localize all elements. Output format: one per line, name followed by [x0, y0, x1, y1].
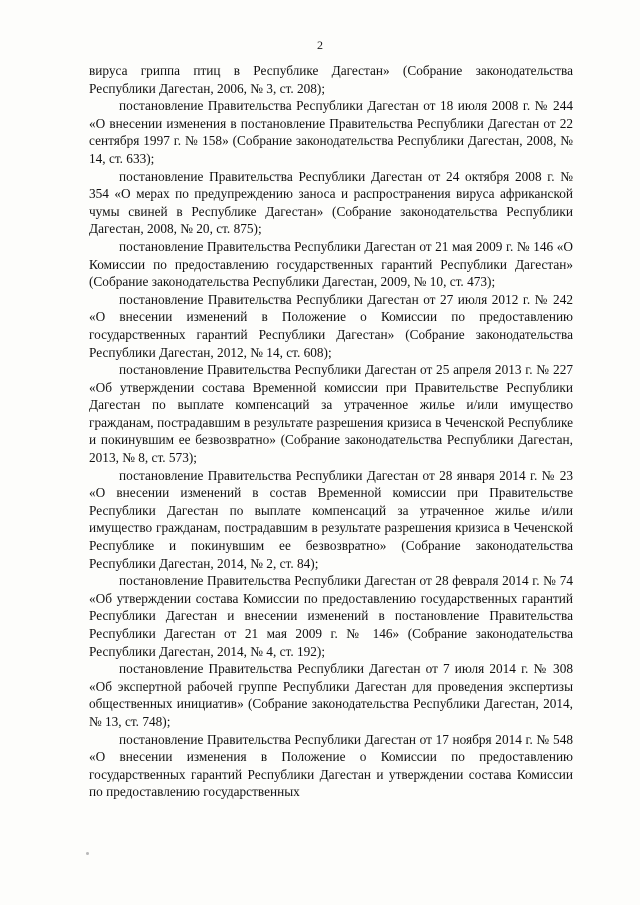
paragraph-decree-548: постановление Правительства Республики Дагестан от 17 ноября 2014 г. № 548 «О внесении изменения в Положение о Комиссии по предоставлению государственных гарантий Республики Дагестан и утверждении состава Комиссии по предоставлению государственных — [89, 731, 573, 800]
paragraph-continuation: вируса гриппа птиц в Республике Дагестан» (Собрание законодательства Республики Дагестан, 2006, № 3, ст. 208); — [89, 63, 573, 96]
paragraph-decree-308: постановление Правительства Республики Дагестан от 7 июля 2014 г. № 308 «Об экспертной рабочей группе Республики Дагестан для проведения экспертизы общественных инициатив» (Собрание законодательства Республики Дагестан, 2014, № 13, ст. 748); — [89, 661, 573, 729]
paragraph-decree-227: постановление Правительства Республики Дагестан от 25 апреля 2013 г. № 227 «Об утверждении состава Временной комиссии при Правительстве Республики Дагестан по выплате компенсаций за утраченное жилье и/или имущество гражданам, пострадавшим в результате разрешения кризиса в Чеченской Республике и покинувшим ее безвозвратно» (Собрание законодательства Республики Дагестан, 2013, № 8, ст. 573); — [89, 362, 573, 466]
paragraph-decree-354: постановление Правительства Республики Дагестан от 24 октября 2008 г. № 354 «О мерах по предупреждению заноса и распространения вируса африканской чумы свиней в Республике Дагестан» (Собрание законодательства Республики Дагестан, 2008, № 20, ст. 875); — [89, 168, 573, 237]
paragraph-decree-146: постановление Правительства Республики Дагестан от 21 мая 2009 г. № 146 «О Комиссии по предоставлению государственных гарантий Республики Дагестан» (Собрание законодательства Республики Дагестан, 2009, № 10, ст. 473); — [89, 238, 573, 290]
page-number: 2 — [317, 38, 323, 52]
paragraph-decree-23: постановление Правительства Республики Дагестан от 28 января 2014 г. № 23 «О внесении изменений в состав Временной комиссии при Правительстве Республики Дагестан по выплате компенсаций за утраченное жилье и/или имущество гражданам, пострадавшим в результате разрешения кризиса в Чеченской Республике и покинувшим ее безвозвратно» (Собрание законодательства Республики Дагестан, 2014, № 2, ст. 84); — [89, 467, 573, 571]
paragraph-decree-74: постановление Правительства Республики Дагестан от 28 февраля 2014 г. № 74 «Об утверждении состава Комиссии по предоставлению государственных гарантий Республики Дагестан и внесении изменений в постановление Правительства Республики Дагестан от 21 мая 2009 г. № 146» (Собрание законодательства Республики Дагестан, 2014, № 4, ст. 192); — [89, 573, 573, 659]
paragraph-decree-244: постановление Правительства Республики Дагестан от 18 июля 2008 г. № 244 «О внесении изменения в постановление Правительства Республики Дагестан от 22 сентября 1997 г. № 158» (Собрание законодательства Республики Дагестан, 2008, № 14, ст. 633); — [89, 98, 573, 166]
paragraph-decree-242: постановление Правительства Республики Дагестан от 27 июля 2012 г. № 242 «О внесении изменений в Положение о Комиссии по предоставлению государственных гарантий Республики Дагестан» (Собрание законодательства Республики Дагестан, 2012, № 14, ст. 608); — [89, 291, 573, 360]
scan-speck — [86, 852, 89, 855]
document-body — [89, 62, 573, 801]
